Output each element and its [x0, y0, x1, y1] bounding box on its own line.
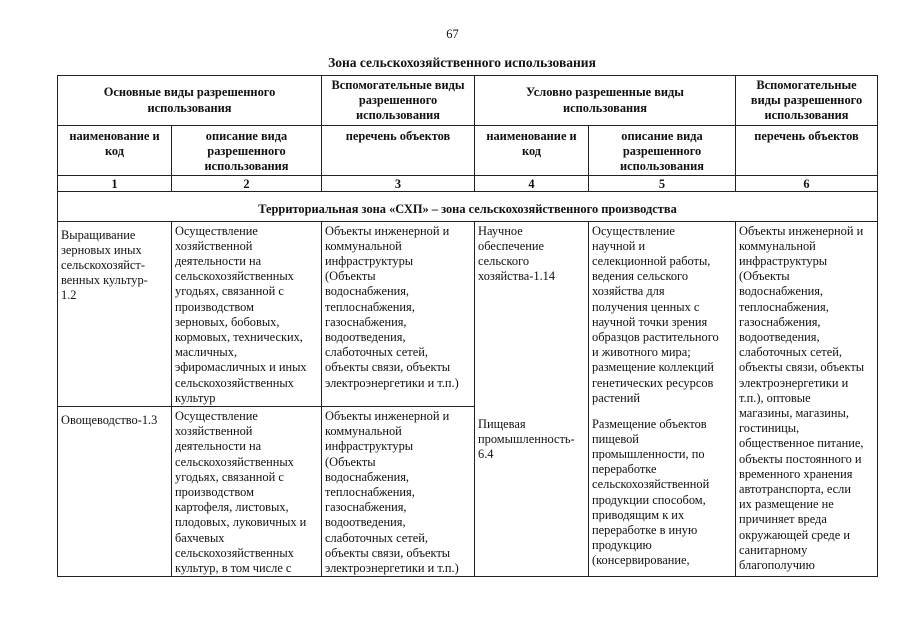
header-conditional-uses: Условно разрешенные виды использования: [475, 76, 736, 126]
column-number: 1: [58, 175, 172, 191]
subheader-main-description: описание вида разрешенного использования: [172, 126, 322, 176]
cell-aux-objects: Объекты инженерной и коммунальной инфраструктуры (Объекты водоснабжения, теплоснабжения, газоснабжения, водоотведения, слаботочных сетей, объекты связи, объекты электроэнергетики и т.п.): [322, 407, 475, 577]
land-use-table: [57, 75, 878, 577]
cell-cond-description: Осуществление научной и селекционной работы, ведения сельского хозяйства для получения ценных с научной точки зрения образцов растительного и животного мира; размещение коллекций генетических ресурсов растений: [589, 221, 736, 406]
cell-aux-objects: Объекты инженерной и коммунальной инфраструктуры (Объекты водоснабжения, теплоснабжения, газоснабжения, водоотведения, слаботочных сетей, объекты связи, объекты электроэнергетики и т.п.): [322, 221, 475, 406]
header-main-uses: Основные виды разрешенного использования: [58, 76, 322, 126]
column-number-row: [58, 175, 878, 191]
document-title: Зона сельскохозяйственного использования: [328, 55, 596, 70]
column-number: 6: [736, 175, 878, 191]
cell-main-description: Осуществление хозяйственной деятельности на сельскохозяйственных угодьях, связанной с производством зерновых, бобовых, кормовых, технических, масличных, эфиромасличных и иных сельскохозяйственных культур: [172, 221, 322, 406]
cell-main-description: Осуществление хозяйственной деятельности на сельскохозяйственных угодьях, связанной с производством картофеля, листовых, плодовых, луковичных и бахчевых сельскохозяйственных культур, в том числе с: [172, 407, 322, 577]
column-number: 2: [172, 175, 322, 191]
subheader-aux2-objects: перечень объектов: [736, 126, 878, 176]
subheader-cond-name-code: наименование и код: [475, 126, 589, 176]
cell-main-name: Овощеводство-1.3: [58, 407, 172, 577]
subheader-cond-description: описание вида разрешенного использования: [589, 126, 736, 176]
subheader-main-name-code: наименование и код: [58, 126, 172, 176]
cell-cond-description: Размещение объектов пищевой промышленности, по переработке сельскохозяйственной продукции способом, приводящим к их переработке в иную продукцию (консервирование,: [589, 407, 736, 577]
page-number: 67: [446, 27, 459, 41]
header-auxiliary-uses-1: Вспомогательные виды разрешенного использования: [322, 76, 475, 126]
column-number: 4: [475, 175, 589, 191]
group-header-row: [58, 76, 878, 126]
header-auxiliary-uses-2: Вспомогательные виды разрешенного использования: [736, 76, 878, 126]
cell-main-name: Выращивание зерновых иных сельскохозяйст- венных культур- 1.2: [58, 221, 172, 406]
column-number: 5: [589, 175, 736, 191]
subheader-aux1-objects: перечень объектов: [322, 126, 475, 176]
zone-title-row: [58, 191, 878, 221]
cell-cond-name: Научное обеспечение сельского хозяйства-1.14: [475, 221, 589, 406]
cell-cond-name: Пищевая промышленность- 6.4: [475, 407, 589, 577]
sub-header-row: [58, 126, 878, 176]
cell-aux2-objects: Объекты инженерной и коммунальной инфраструктуры (Объекты водоснабжения, теплоснабжения, газоснабжения, водоотведения, слаботочных сетей, объекты связи, объекты электроэнергетики и т.п.), оптовые магазины, магазины, гостиницы, общественное питание, объекты постоянного и временного хранения автотранспорта, если их размещение не причиняет вреда окружающей среде и санитарному благополучию: [736, 221, 878, 577]
column-number: 3: [322, 175, 475, 191]
zone-title: Территориальная зона «СХП» – зона сельскохозяйственного производства: [58, 191, 878, 221]
table-row: [58, 221, 878, 406]
